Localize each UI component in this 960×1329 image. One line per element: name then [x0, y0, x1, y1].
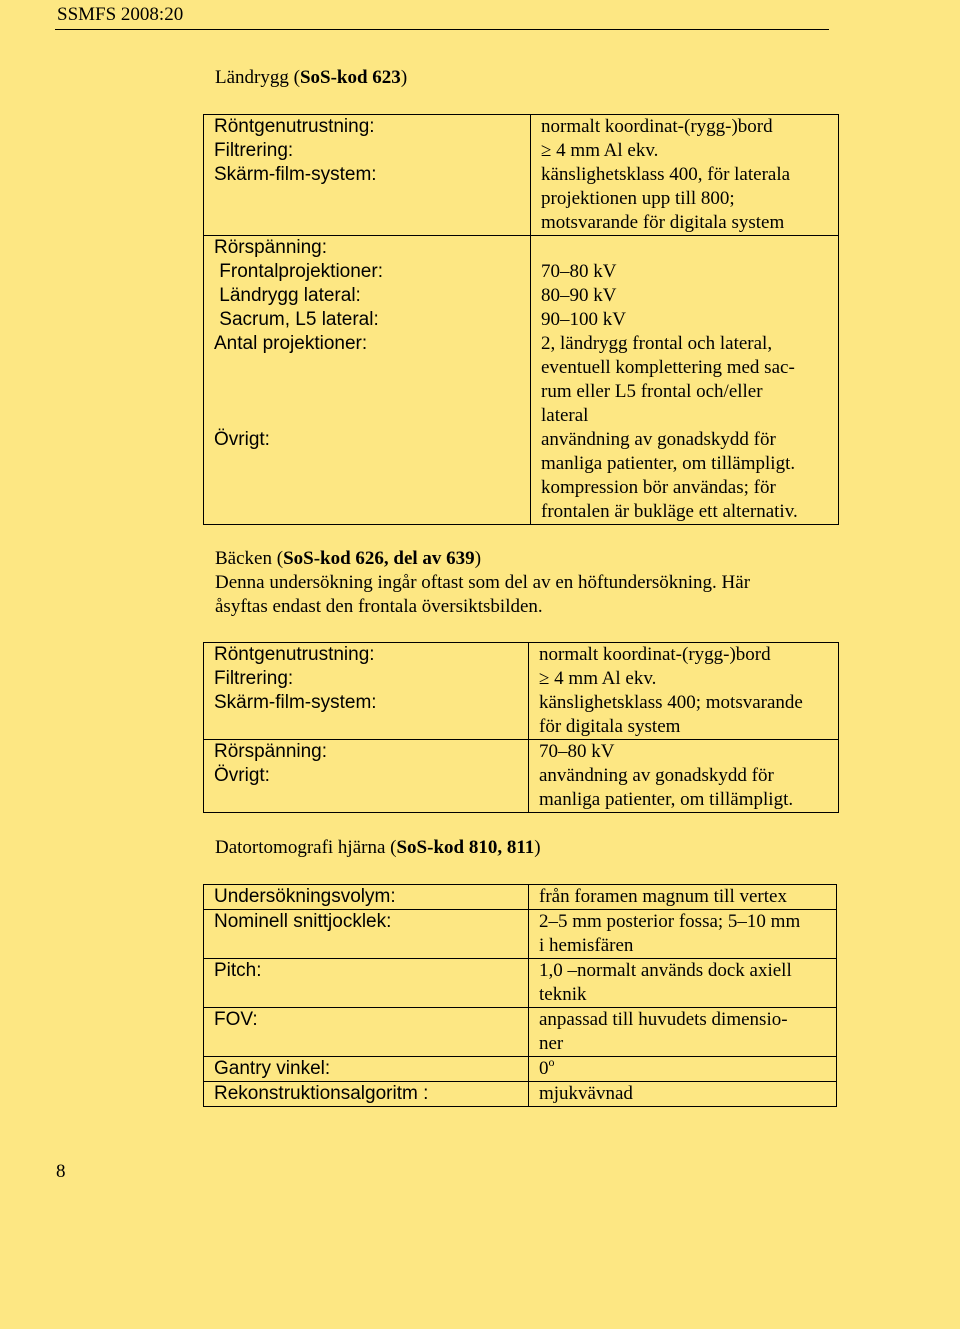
- value: mjukvävnad: [539, 1083, 633, 1104]
- value-cell: [529, 959, 837, 1008]
- label: Rekonstruktionsalgoritm :: [214, 1083, 429, 1104]
- label: Skärm-film-system:: [214, 164, 377, 185]
- label: Rörspänning:: [214, 741, 328, 762]
- table-row: [204, 1008, 837, 1057]
- landrygg-parameters-table: [203, 114, 839, 525]
- label: Rörspänning:: [214, 237, 328, 258]
- value: för digitala system: [539, 716, 681, 737]
- title-code: SoS-kod 623: [299, 67, 401, 88]
- label-cell: [204, 885, 529, 910]
- section-title-backen: [215, 547, 481, 571]
- value: manliga patienter, om tillämpligt.: [541, 453, 796, 474]
- label: Filtrering:: [214, 668, 294, 689]
- label: Röntgenutrustning:: [214, 116, 375, 137]
- value: från foramen magnum till vertex: [539, 886, 787, 907]
- label: Filtrering:: [214, 140, 294, 161]
- label: [214, 380, 520, 404]
- value: eventuell komplettering med sac-: [541, 357, 795, 378]
- label-cell: [204, 643, 529, 740]
- table-row: [204, 236, 839, 525]
- value: rum eller L5 frontal och/eller: [541, 381, 763, 402]
- table-row: [204, 959, 837, 1008]
- label-cell: [204, 910, 529, 959]
- value: lateral: [541, 405, 589, 426]
- value: i hemisfären: [539, 935, 634, 956]
- degree-superscript: o: [548, 1055, 555, 1069]
- title-text: Bäcken (: [215, 548, 284, 569]
- section-title-datortomografi: [215, 836, 541, 860]
- value: 70–80 kV: [541, 261, 617, 282]
- table-row: [204, 1057, 837, 1082]
- value-cell: [529, 1082, 837, 1107]
- title-code: SoS-kod 626, del av 639: [283, 548, 475, 569]
- label-cell: [204, 236, 531, 525]
- value: anpassad till huvudets dimensio-: [539, 1009, 788, 1030]
- backen-parameters-table: [203, 642, 839, 813]
- intro-line: Denna undersökning ingår oftast som del av en höftundersökning. Här: [215, 572, 751, 593]
- backen-intro: [215, 571, 815, 619]
- label: Övrigt:: [214, 765, 270, 786]
- value: manliga patienter, om tillämpligt.: [539, 789, 794, 810]
- value: 2, ländrygg frontal och lateral,: [541, 333, 773, 354]
- title-text: Datortomografi hjärna (: [215, 837, 397, 858]
- value: känslighetsklass 400; motsvarande: [539, 692, 803, 713]
- value: användning av gonadskydd för: [541, 429, 776, 450]
- table-row: [204, 115, 839, 236]
- label-cell: [204, 1057, 529, 1082]
- label: Ländrygg lateral:: [214, 285, 361, 306]
- label-cell: [204, 959, 529, 1008]
- table-row: [204, 910, 837, 959]
- ct-parameters-table: [203, 884, 837, 1107]
- value: [541, 236, 828, 260]
- value: teknik: [539, 984, 587, 1005]
- table-row: [204, 1082, 837, 1107]
- value-cell: [529, 643, 839, 740]
- value: projektionen upp till 800;: [541, 188, 735, 209]
- value: ≥ 4 mm Al ekv.: [541, 140, 659, 161]
- value: 2–5 mm posterior fossa; 5–10 mm: [539, 911, 801, 932]
- value: frontalen är bukläge ett alternativ.: [541, 501, 798, 522]
- value: ner: [539, 1033, 564, 1054]
- label-cell: [204, 115, 531, 236]
- value: 80–90 kV: [541, 285, 617, 306]
- label: Skärm-film-system:: [214, 692, 377, 713]
- title-end: ): [474, 548, 482, 569]
- title-code: SoS-kod 810, 811: [396, 837, 535, 858]
- page-number: 8: [56, 1161, 66, 1182]
- value: normalt koordinat-(rygg-)bord: [541, 116, 773, 137]
- value: kompression bör användas; för: [541, 477, 776, 498]
- value-cell: [529, 1057, 837, 1082]
- table-row: [204, 643, 839, 740]
- value-text: 0: [539, 1058, 549, 1079]
- title-end: ): [400, 67, 408, 88]
- value: normalt koordinat-(rygg-)bord: [539, 644, 771, 665]
- value: 1,0 –normalt används dock axiell: [539, 960, 792, 981]
- value: känslighetsklass 400, för laterala: [541, 164, 791, 185]
- value-cell: [531, 236, 839, 525]
- label: Sacrum, L5 lateral:: [214, 309, 379, 330]
- value: ≥ 4 mm Al ekv.: [539, 668, 657, 689]
- value-cell: [529, 1008, 837, 1057]
- label: Pitch:: [214, 960, 262, 981]
- label-cell: [204, 740, 529, 813]
- value-cell: [529, 885, 837, 910]
- value: [539, 1057, 826, 1081]
- label: Nominell snittjocklek:: [214, 911, 392, 932]
- value-cell: [529, 740, 839, 813]
- label: FOV:: [214, 1009, 258, 1030]
- title-text: Ländrygg (: [215, 67, 300, 88]
- value: motsvarande för digitala system: [541, 212, 785, 233]
- label: Övrigt:: [214, 429, 270, 450]
- label: [214, 404, 520, 428]
- label: Gantry vinkel:: [214, 1058, 331, 1079]
- header-rule: [55, 29, 829, 30]
- title-end: ): [534, 837, 541, 858]
- label: Antal projektioner:: [214, 333, 368, 354]
- label: [214, 356, 520, 380]
- value: användning av gonadskydd för: [539, 765, 774, 786]
- intro-line: åsyftas endast den frontala översiktsbilden.: [215, 596, 543, 617]
- label: Röntgenutrustning:: [214, 644, 375, 665]
- label-cell: [204, 1082, 529, 1107]
- value: 70–80 kV: [539, 741, 615, 762]
- value-cell: [531, 115, 839, 236]
- section-title-landrygg: [215, 66, 407, 90]
- value: 90–100 kV: [541, 309, 626, 330]
- table-row: [204, 740, 839, 813]
- label: Frontalprojektioner:: [214, 261, 383, 282]
- table-row: [204, 885, 837, 910]
- label: Undersökningsvolym:: [214, 886, 396, 907]
- value-cell: [529, 910, 837, 959]
- running-header: SSMFS 2008:20: [57, 4, 184, 25]
- label-cell: [204, 1008, 529, 1057]
